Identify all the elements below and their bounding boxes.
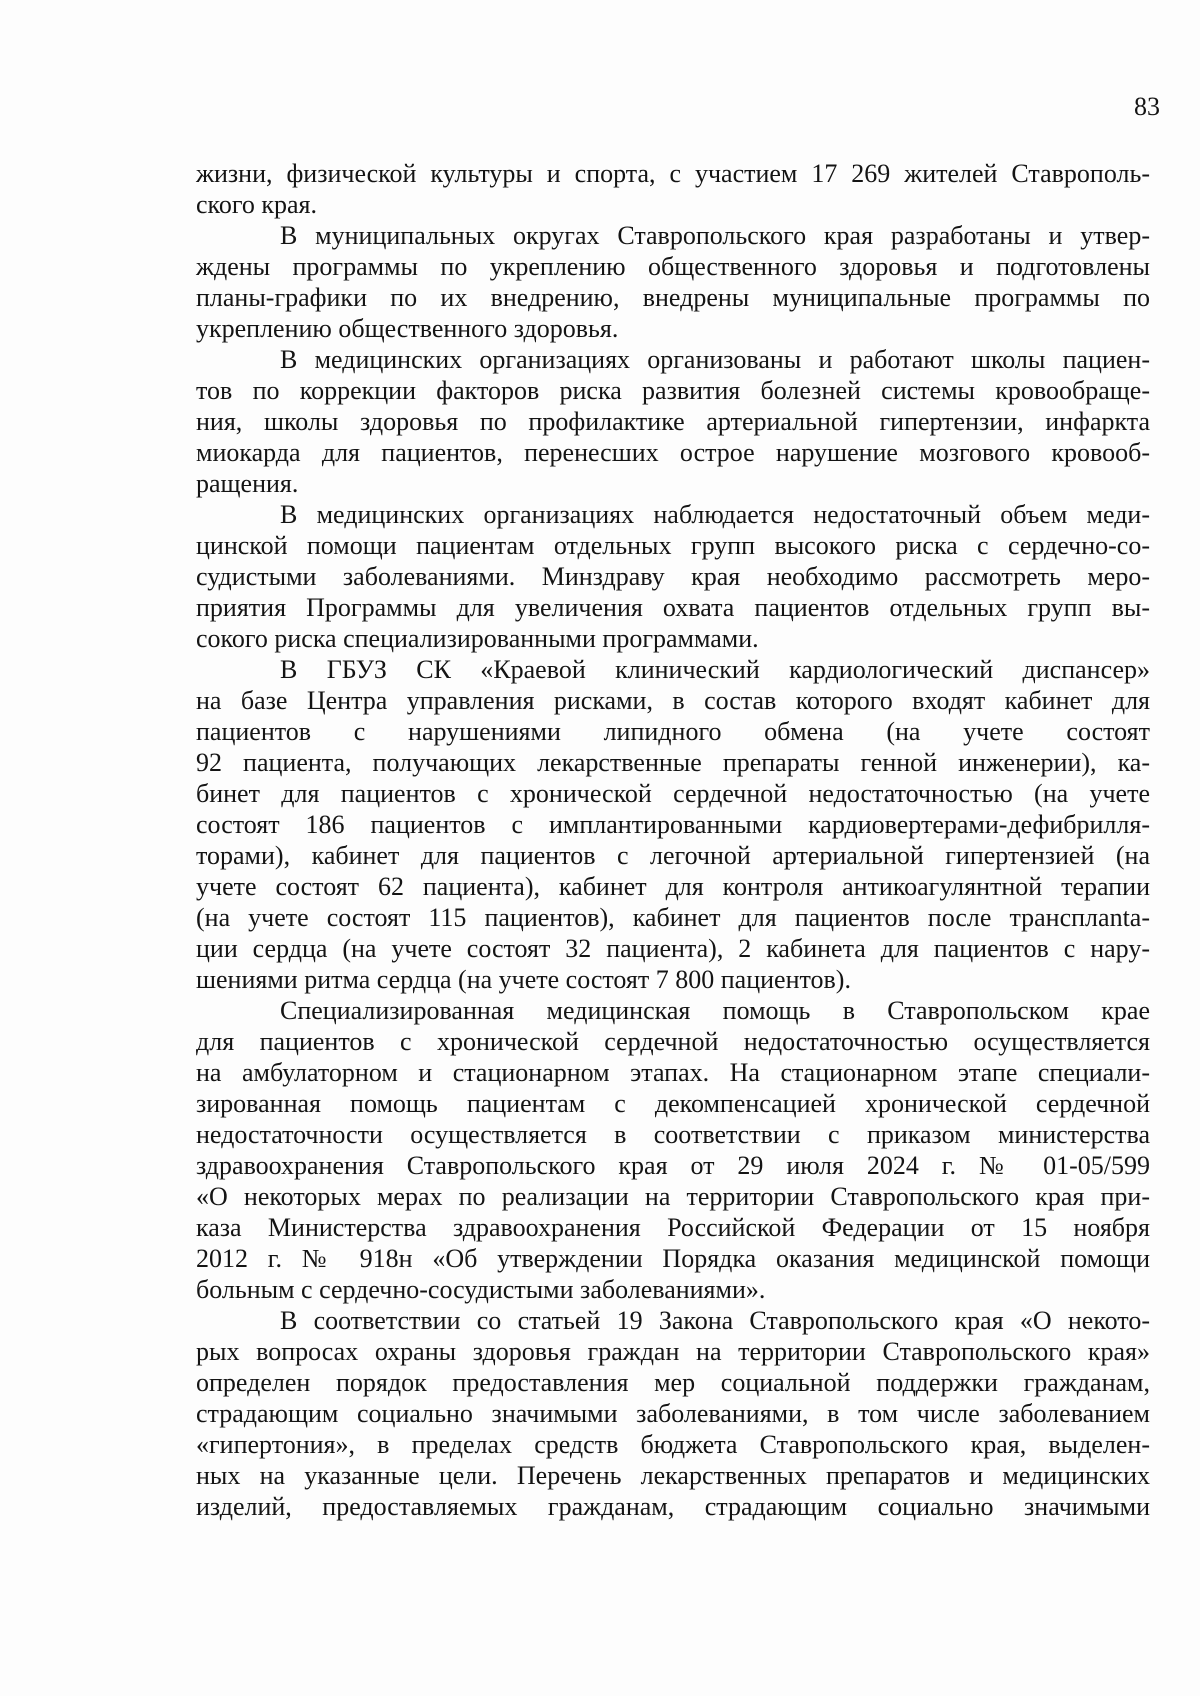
text-line: на базе Центра управления рисками, в состав которого входят кабинет для	[196, 686, 1150, 715]
paragraph	[196, 654, 1150, 995]
text-line: ных на указанные цели. Перечень лекарственных препаратов и медицинских	[196, 1461, 1150, 1490]
text-line: 2012 г. № 918н «Об утверждении Порядка оказания медицинской помощи	[196, 1244, 1150, 1273]
text-line: В ГБУЗ СК «Краевой клинический кардиологический диспансер»	[280, 655, 1150, 684]
text-line: для пациентов с хронической сердечной недостаточностью осуществляется	[196, 1027, 1150, 1056]
text-line: учете состоят 62 пациента), кабинет для контроля антикоагулянтной терапии	[196, 872, 1150, 901]
text-line: на амбулаторном и стационарном этапах. На стационарном этапе специали-	[196, 1058, 1150, 1087]
text-line: здравоохранения Ставропольского края от 29 июля 2024 г. № 01-05/599	[196, 1151, 1150, 1180]
text-line: В соответствии со статьей 19 Закона Ставропольского края «О некото-	[280, 1306, 1150, 1335]
text-line: жизни, физической культуры и спорта, с участием 17 269 жителей Ставрополь-	[196, 159, 1150, 188]
paragraph	[196, 220, 1150, 344]
text-line: укреплению общественного здоровья.	[196, 314, 619, 343]
text-line: цинской помощи пациентам отдельных групп высокого риска с сердечно-со-	[196, 531, 1150, 560]
text-line: зированная помощь пациентам с декомпенсацией хронической сердечной	[196, 1089, 1150, 1118]
text-line: больным с сердечно-сосудистыми заболеваниями».	[196, 1275, 766, 1304]
text-line: ращения.	[196, 469, 299, 498]
document-body	[196, 158, 1150, 1522]
text-line: рых вопросах охраны здоровья граждан на территории Ставропольского края»	[196, 1337, 1150, 1366]
text-line: «гипертония», в пределах средств бюджета Ставропольского края, выделен-	[196, 1430, 1150, 1459]
text-line: Специализированная медицинская помощь в Ставропольском крае	[280, 996, 1150, 1025]
text-line: страдающим социально значимыми заболеваниями, в том числе заболеванием	[196, 1399, 1150, 1428]
text-line: 92 пациента, получающих лекарственные препараты генной инженерии), ка-	[196, 748, 1150, 777]
text-line: сокого риска специализированными программами.	[196, 624, 759, 653]
text-line: бинет для пациентов с хронической сердечной недостаточностью (на учете	[196, 779, 1150, 808]
text-line: каза Министерства здравоохранения Российской Федерации от 15 ноября	[196, 1213, 1150, 1242]
text-line: шениями ритма сердца (на учете состоят 7 800 пациентов).	[196, 965, 851, 994]
paragraph	[196, 499, 1150, 654]
text-line: (на учете состоят 115 пациентов), кабинет для пациентов после трансплanta-	[196, 903, 1150, 932]
text-line: ции сердца (на учете состоят 32 пациента), 2 кабинета для пациентов с нару-	[196, 934, 1150, 963]
text-line: тов по коррекции факторов риска развития болезней системы кровообраще-	[196, 376, 1150, 405]
text-line: ского края.	[196, 190, 317, 219]
text-line: торами), кабинет для пациентов с легочной артериальной гипертензией (на	[196, 841, 1150, 870]
paragraph	[196, 158, 1150, 220]
text-line: «О некоторых мерах по реализации на территории Ставропольского края при-	[196, 1182, 1150, 1211]
text-line: В медицинских организациях наблюдается недостаточный объем меди-	[280, 500, 1150, 529]
text-line: В муниципальных округах Ставропольского края разработаны и утвер-	[280, 221, 1150, 250]
text-line: недостаточности осуществляется в соответствии с приказом министерства	[196, 1120, 1150, 1149]
paragraph	[196, 344, 1150, 499]
text-line: изделий, предоставляемых гражданам, страдающим социально значимыми	[196, 1492, 1150, 1521]
text-line: приятия Программы для увеличения охвата пациентов отдельных групп вы-	[196, 593, 1150, 622]
page-number: 83	[1134, 92, 1160, 121]
text-line: пациентов с нарушениями липидного обмена (на учете состоят	[196, 717, 1150, 746]
text-line: судистыми заболеваниями. Минздраву края необходимо рассмотреть меро-	[196, 562, 1150, 591]
paragraph	[196, 1305, 1150, 1522]
paragraph	[196, 995, 1150, 1305]
text-line: В медицинских организациях организованы и работают школы пациен-	[280, 345, 1150, 374]
text-line: состоят 186 пациентов с имплантированными кардиовертерами-дефибрилля-	[196, 810, 1150, 839]
text-line: планы-графики по их внедрению, внедрены муниципальные программы по	[196, 283, 1150, 312]
text-line: ждены программы по укреплению общественного здоровья и подготовлены	[196, 252, 1150, 281]
text-line: ния, школы здоровья по профилактике артериальной гипертензии, инфаркта	[196, 407, 1150, 436]
text-line: миокарда для пациентов, перенесших острое нарушение мозгового кровооб-	[196, 438, 1150, 467]
text-line: определен порядок предоставления мер социальной поддержки гражданам,	[196, 1368, 1150, 1397]
